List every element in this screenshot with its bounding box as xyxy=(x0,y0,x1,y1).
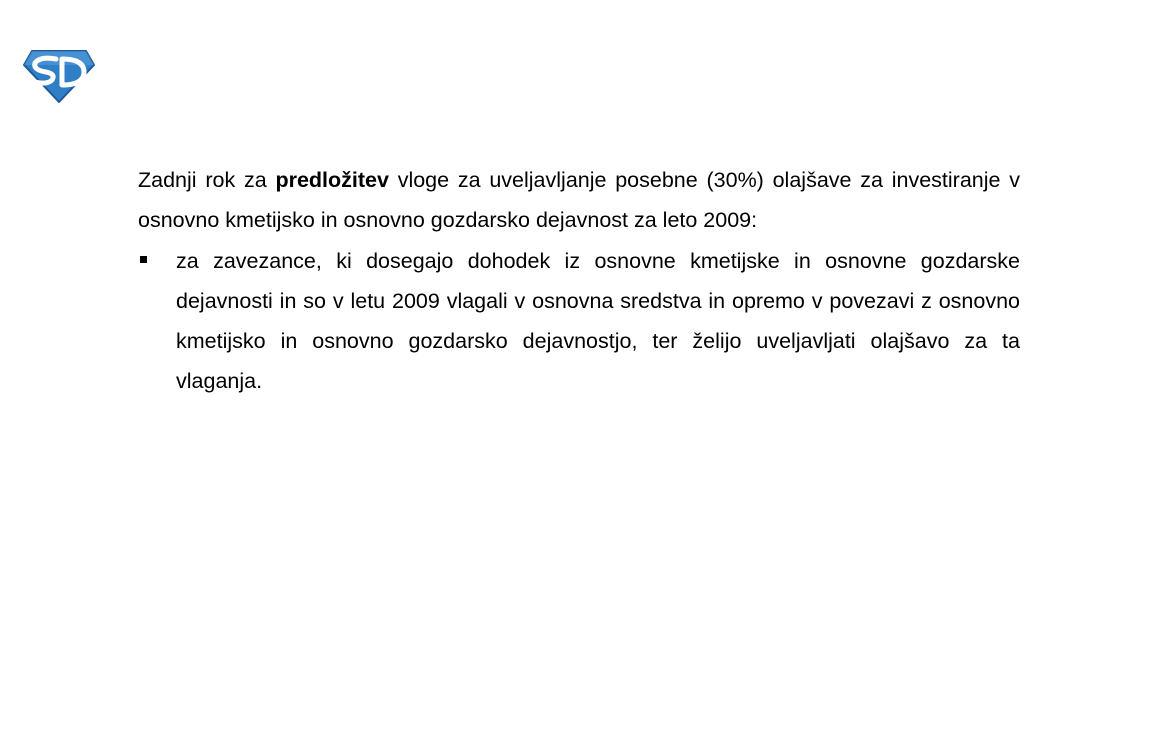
intro-text-after: vloge za uveljavljanje posebne (30%) olajšave za investiranje v osnovno kmetijsko in osnovno gozdarsko dejavnost za leto 2009: xyxy=(138,168,1020,233)
intro-paragraph xyxy=(138,160,1020,241)
intro-text-before: Zadnji rok za xyxy=(138,168,276,192)
document-body xyxy=(138,160,1020,402)
square-bullet-icon xyxy=(140,256,147,263)
company-logo xyxy=(22,47,96,105)
bullet-text: za zavezance, ki dosegajo dohodek iz osnovne kmetijske in osnovne gozdarske dejavnosti in so v letu 2009 vlagali v osnovna sredstva in opremo v povezavi z osnovno kmetijsko in osnovno gozdarsko dejavnostjo, ter želijo uveljavljati olajšavo za ta vlaganja. xyxy=(176,248,1020,394)
shield-logo-icon xyxy=(22,47,96,105)
list-item xyxy=(138,241,1020,402)
bullet-list xyxy=(138,241,1020,402)
intro-bold-term: predložitev xyxy=(275,168,389,192)
